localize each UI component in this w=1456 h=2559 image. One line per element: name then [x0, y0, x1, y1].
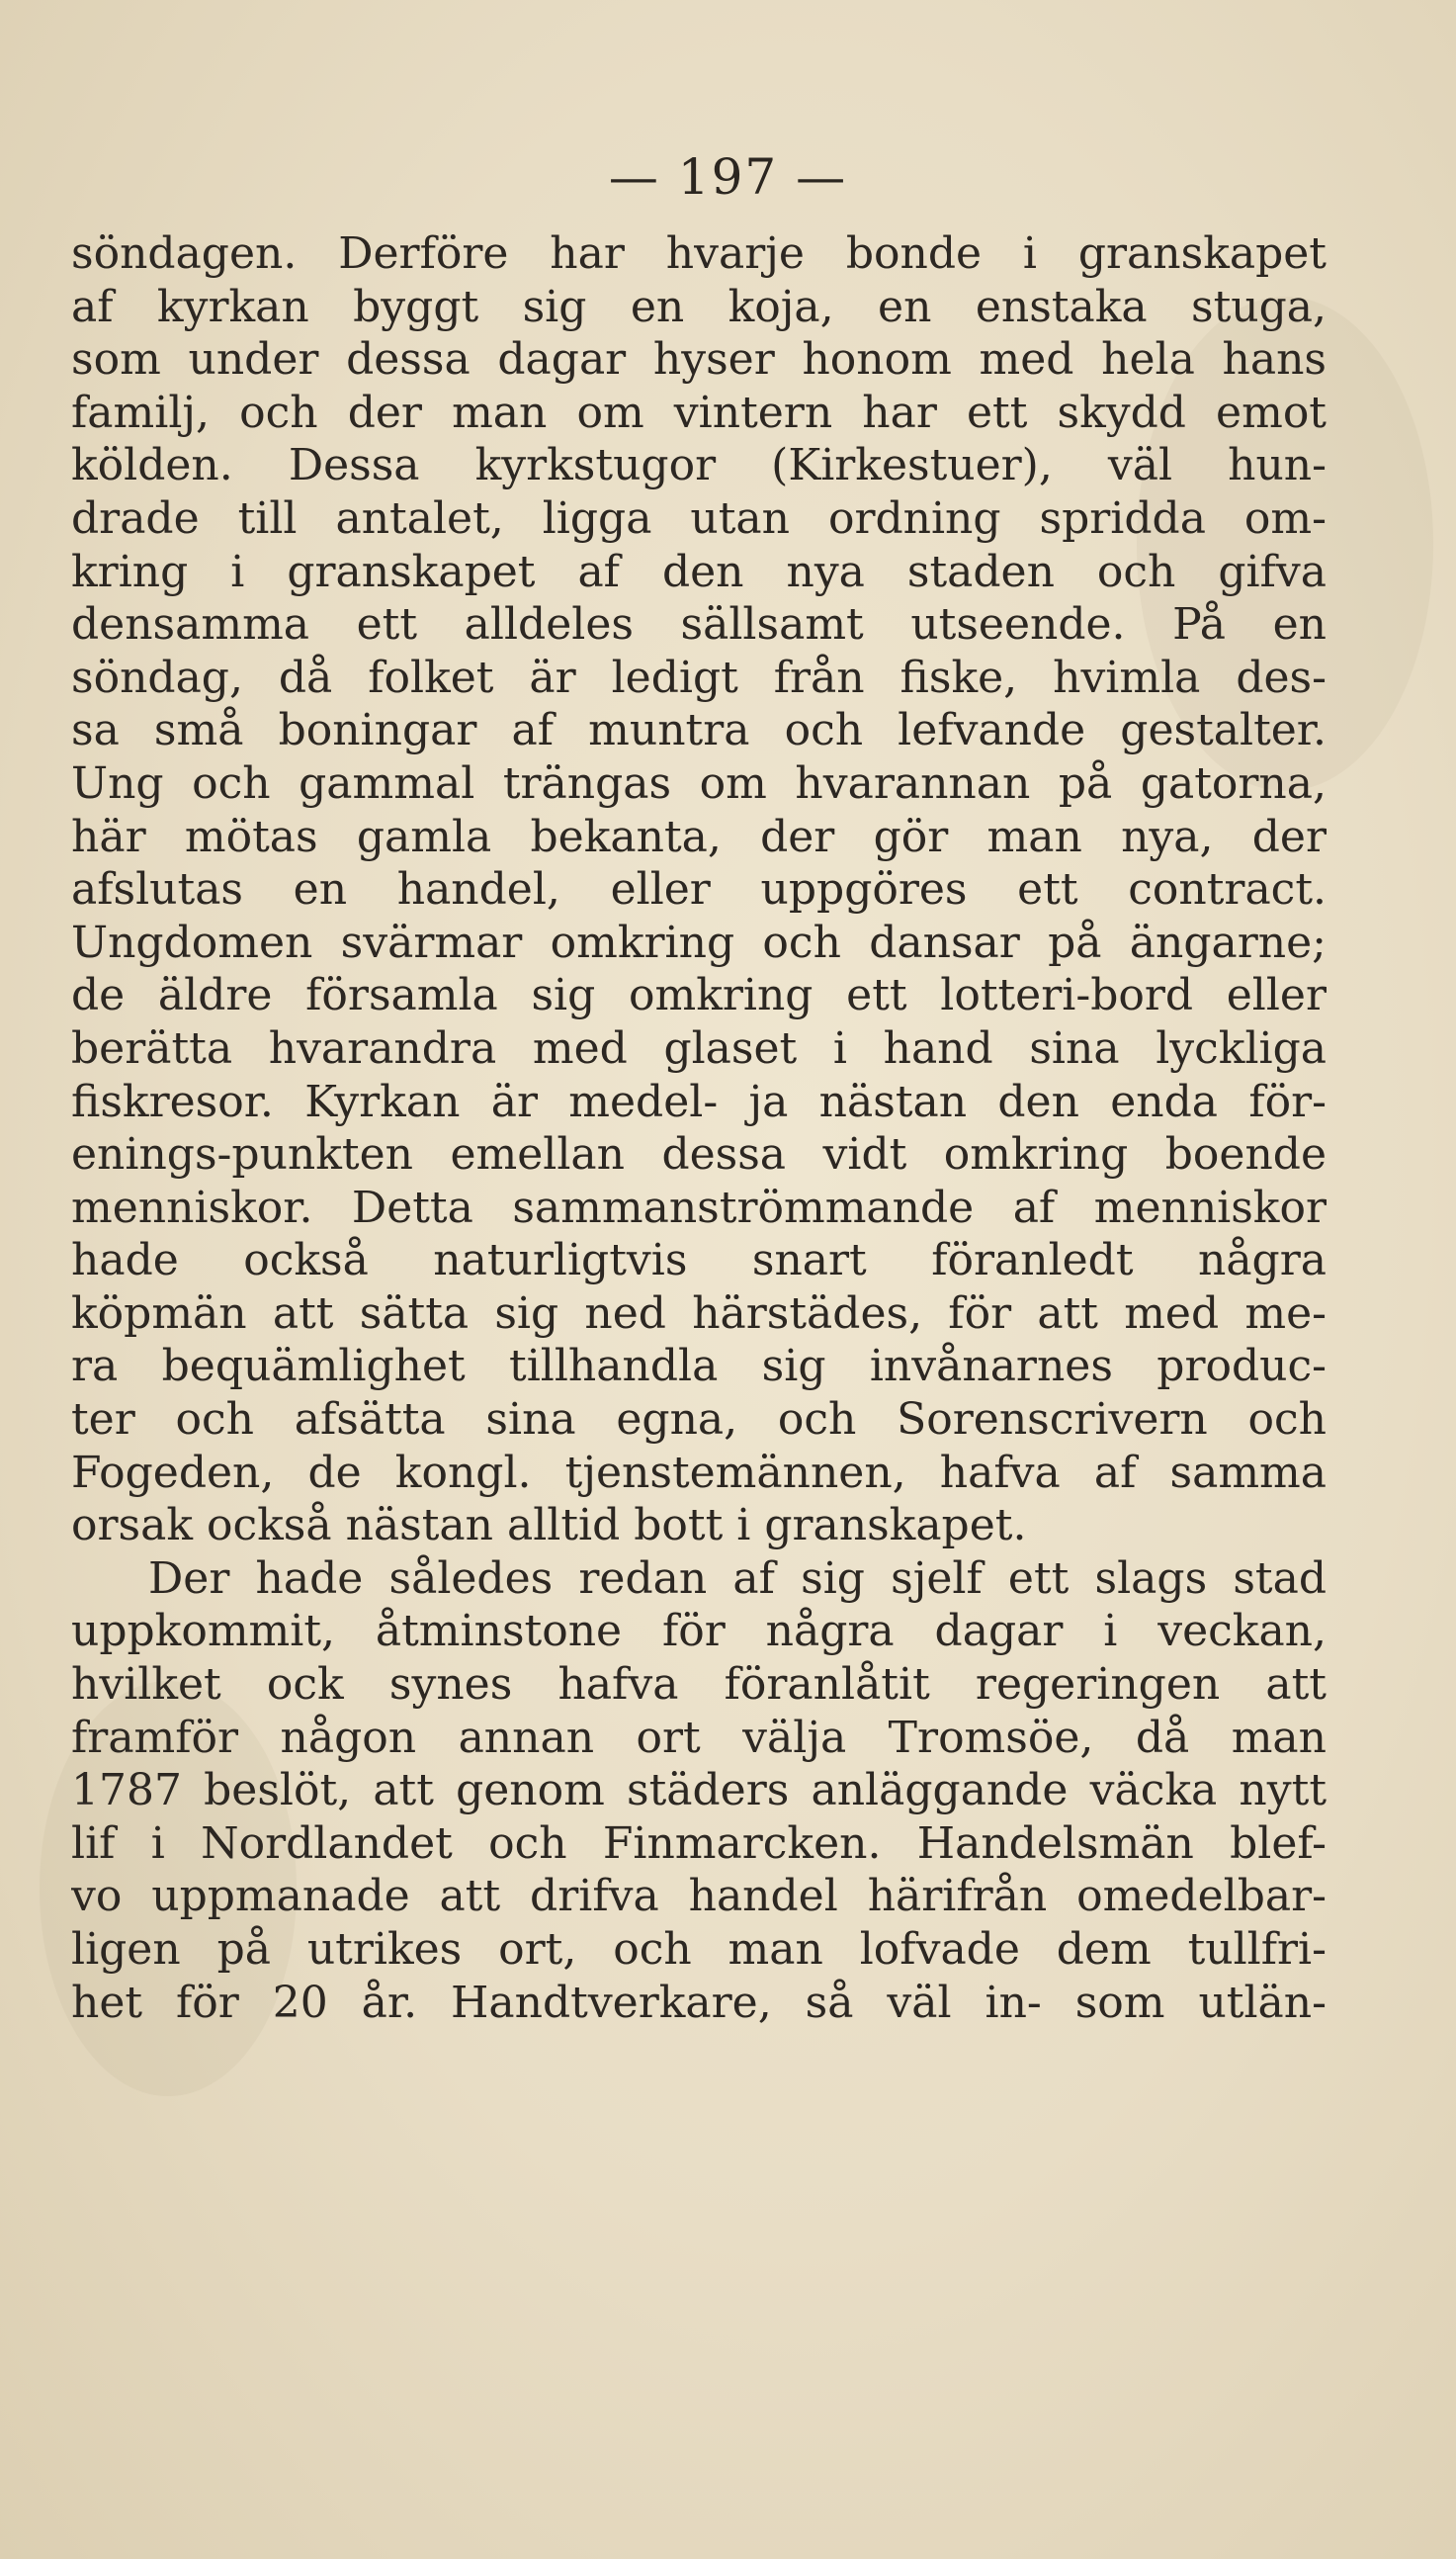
text-line: de äldre församla sig omkring ett lotteri-bord eller — [71, 970, 1327, 1021]
text-line: menniskor. Detta sammanströmmande af menniskor — [71, 1182, 1327, 1233]
text-line: framför någon annan ort välja Tromsöe, då man — [71, 1712, 1327, 1763]
text-line: af kyrkan byggt sig en koja, en enstaka stuga, — [71, 281, 1327, 332]
paragraph-start-line: Der hade således redan af sig sjelf ett slags stad — [148, 1552, 1327, 1604]
text-line: Fogeden, de kongl. tjenstemännen, hafva af samma — [71, 1447, 1327, 1498]
text-line: fiskresor. Kyrkan är medel- ja nästan den enda för- — [71, 1076, 1327, 1127]
text-line: lif i Nordlandet och Finmarcken. Handelsmän blef- — [71, 1817, 1327, 1869]
text-line: Ungdomen svärmar omkring och dansar på ängarne; — [71, 917, 1327, 968]
body-text — [71, 227, 1327, 2029]
text-line: söndagen. Derföre har hvarje bonde i granskapet — [71, 228, 1327, 279]
text-line: här mötas gamla bekanta, der gör man nya, der — [71, 811, 1327, 862]
text-line: kölden. Dessa kyrkstugor (Kirkestuer), väl hun- — [71, 440, 1327, 491]
page-number: — 197 — — [608, 148, 848, 206]
text-line: söndag, då folket är ledigt från fiske, hvimla des- — [71, 652, 1327, 703]
text-line: vo uppmanade att drifva handel härifrån omedelbar- — [71, 1871, 1327, 1922]
text-line: som under dessa dagar hyser honom med hela hans — [71, 334, 1327, 386]
text-line: sa små boningar af muntra och lefvande gestalter. — [71, 705, 1327, 756]
text-line: familj, och der man om vintern har ett skydd emot — [71, 387, 1327, 438]
text-line: ra bequämlighet tillhandla sig invånarnes produc- — [71, 1341, 1327, 1392]
text-line: ter och afsätta sina egna, och Sorenscrivern och — [71, 1394, 1327, 1446]
text-line: hade också naturligtvis snart föranledt några — [71, 1235, 1327, 1286]
text-line: Ung och gammal trängas om hvarannan på gatorna, — [71, 757, 1327, 809]
text-line: afslutas en handel, eller uppgöres ett contract. — [71, 864, 1327, 916]
text-line: kring i granskapet af den nya staden och gifva — [71, 546, 1327, 597]
text-line: berätta hvarandra med glaset i hand sina lyckliga — [71, 1022, 1327, 1074]
text-line: uppkommit, åtminstone för några dagar i veckan, — [71, 1606, 1327, 1657]
text-line: hvilket ock synes hafva föranlåtit regeringen att — [71, 1659, 1327, 1711]
text-line: drade till antalet, ligga utan ordning spridda om- — [71, 492, 1327, 544]
text-line: ligen på utrikes ort, och man lofvade dem tullfri- — [71, 1924, 1327, 1975]
text-line: köpmän att sätta sig ned härstädes, för att med me- — [71, 1287, 1327, 1339]
text-line: het för 20 år. Handtverkare, så väl in- som utlän- — [71, 1977, 1327, 2028]
text-line: 1787 beslöt, att genom städers anläggande väcka nytt — [71, 1765, 1327, 1816]
paragraph-end-line: orsak också nästan alltid bott i granskapet. — [71, 1500, 1027, 1551]
text-line: densamma ett alldeles sällsamt utseende. På en — [71, 599, 1327, 651]
text-line: enings-punkten emellan dessa vidt omkring boende — [71, 1129, 1327, 1181]
